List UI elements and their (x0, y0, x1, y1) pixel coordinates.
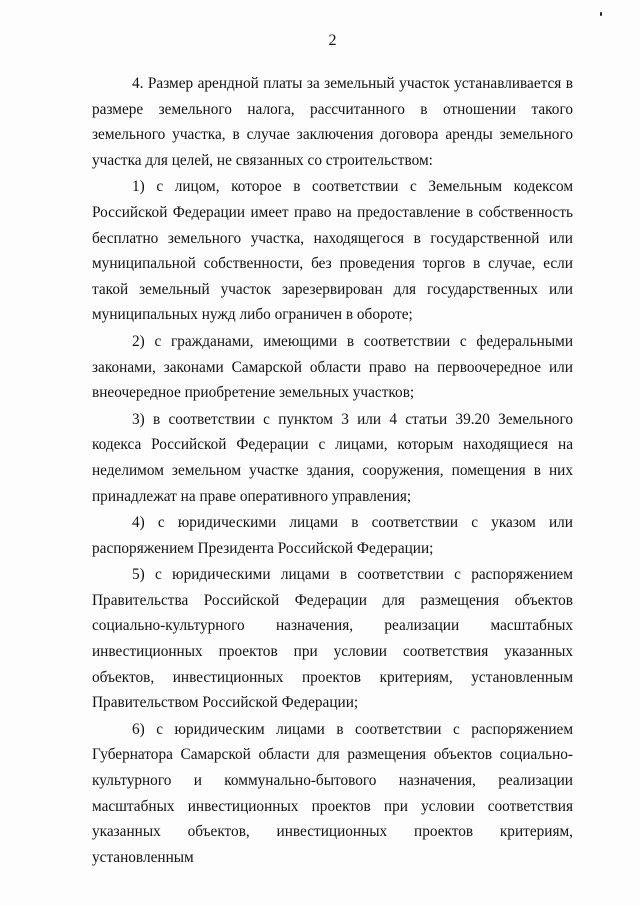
paragraph-item-1: 1) с лицом, которое в соответствии с Земельным кодексом Российской Федерации имеет право на предоставление в собственность бесплатно земельного участка, находящегося в государственной или муниципальной собственности, без проведения торгов в случае, если такой земельный участок зарезервирован для государственных или муниципальных нужд либо ограничен в обороте; (92, 178, 573, 324)
document-body (92, 71, 573, 870)
scan-speck (600, 12, 602, 16)
paragraph-clause-4: 4. Размер арендной платы за земельный участок устанавливается в размере земельного налога, рассчитанного в отношении такого земельного участка, в случае заключения договора аренды земельного участка для целей, не связанных со строительством: (92, 75, 573, 169)
paragraph-item-5: 5) с юридическими лицами в соответствии с распоряжением Правительства Российской Федерации для размещения объектов социально-культурного назначения, реализации масштабных инвестиционных проектов при условии соответствия указанных объектов, инвестиционных проектов критериям, установленным Правительством Российской Федерации; (92, 566, 573, 712)
paragraph-item-2: 2) с гражданами, имеющими в соответствии с федеральными законами, законами Самарской области право на первоочередное или внеочередное приобретение земельных участков; (92, 332, 573, 402)
paragraph-item-6: 6) с юридическим лицами в соответствии с распоряжением Губернатора Самарской области для размещения объектов социально-культурного и коммунально-бытового назначения, реализации масштабных инвестиционных проектов при условии соответствия указанных объектов, инвестиционных проектов критериям, установленным (92, 720, 573, 866)
paragraph-item-3: 3) в соответствии с пунктом 3 или 4 статьи 39.20 Земельного кодекса Российской Федерации с лицами, которым находящиеся на неделимом земельном участке здания, сооружения, помещения в них принадлежат на праве оперативного управления; (92, 410, 573, 505)
paragraph-item-4: 4) с юридическими лицами в соответствии с указом или распоряжением Президента Российской Федерации; (92, 514, 573, 557)
page-number: 2 (328, 32, 337, 49)
